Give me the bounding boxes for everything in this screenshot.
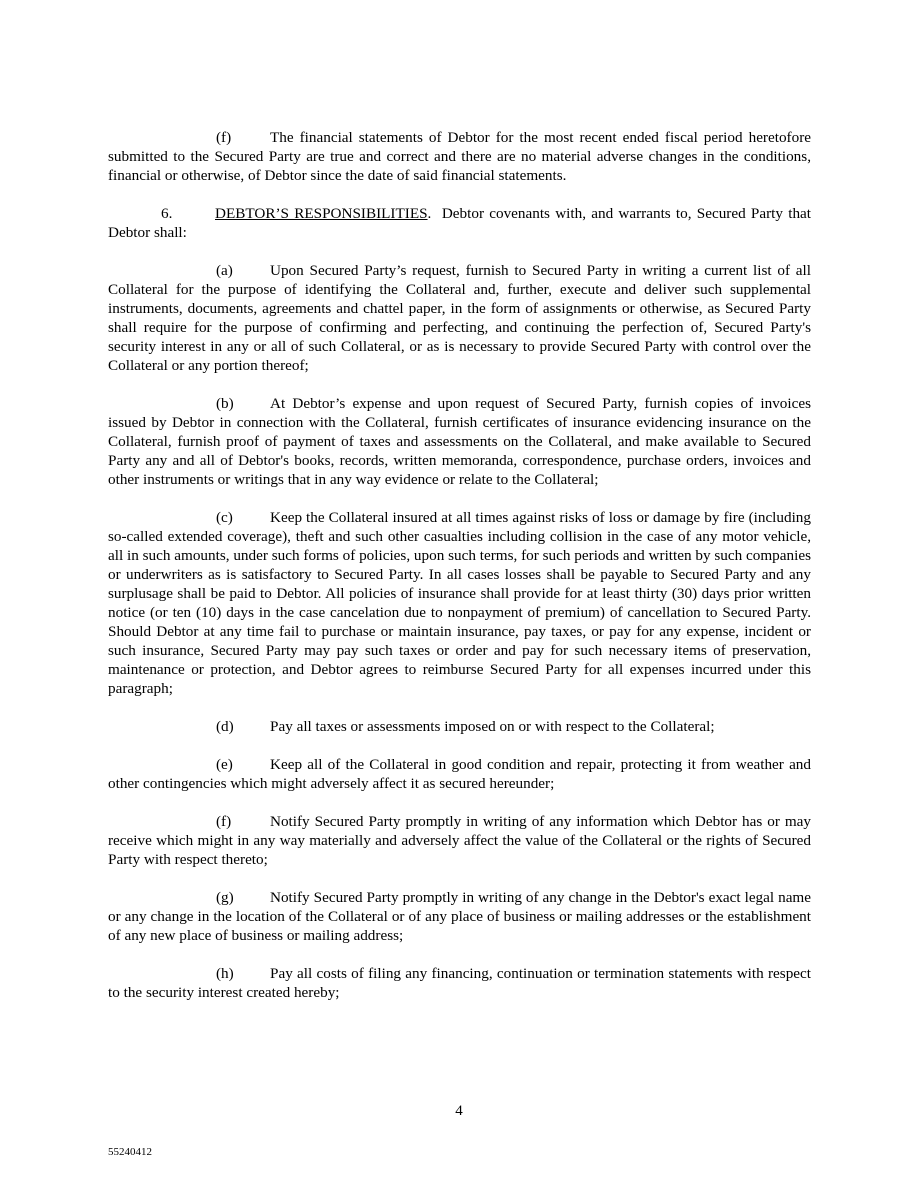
document-id: 55240412 xyxy=(108,1146,152,1158)
paragraph-label: (e) xyxy=(216,756,233,773)
paragraph-label: (a) xyxy=(216,262,233,279)
paragraph-label: (g) xyxy=(216,889,234,906)
paragraph-text: Notify Secured Party promptly in writing of any information which Debtor has or may receive which might in any way materially and adversely affect the value of the Collateral or the rights of Secured Party with respect thereto; xyxy=(108,813,811,868)
paragraph-label: (c) xyxy=(216,509,233,526)
paragraph-text: Keep all of the Collateral in good condition and repair, protecting it from weather and other contingencies which might adversely affect it as secured hereunder; xyxy=(108,756,811,792)
paragraph-text: Pay all costs of filing any financing, continuation or termination statements with respect to the security interest created hereby; xyxy=(108,965,811,1001)
paragraph-text: At Debtor’s expense and upon request of Secured Party, furnish copies of invoices issued by Debtor in connection with the Collateral, furnish certificates of insurance evidencing insurance on the Collateral, furnish proof of payment of taxes and assessments on the Collateral, and make available to Secured Party any and all of Debtor's books, records, written memoranda, correspondence, purchase orders, invoices and other instruments or writings that in any way evidence or relate to the Collateral; xyxy=(108,395,811,488)
paragraph-b xyxy=(108,394,811,489)
section-heading-punct: . xyxy=(427,205,432,222)
paragraph-text: Keep the Collateral insured at all times against risks of loss or damage by fire (including so-called extended coverage), theft and such other casualties including collision in the case of any motor vehicle, all in such amounts, under such forms of policies, upon such terms, for such periods and written by such companies or underwriters as is satisfactory to Secured Party. In all cases losses shall be payable to Secured Party and any surplusage shall be paid to Debtor. All policies of insurance shall provide for at least thirty (30) days prior written notice (or ten (10) days in the case cancelation due to nonpayment of premium) of cancellation to Secured Party. Should Debtor at any time fail to purchase or maintain insurance, pay taxes, or pay for any expense, incident or such insurance, Secured Party may pay such taxes or order and pay for such necessary items of preservation, maintenance or protection, and Debtor agrees to reimburse Secured Party for all expenses incurred under this paragraph; xyxy=(108,509,811,697)
paragraph-h xyxy=(108,964,811,1002)
paragraph-text: Upon Secured Party’s request, furnish to Secured Party in writing a current list of all Collateral for the purpose of identifying the Collateral and, further, execute and deliver such supplemental instruments, documents, agreements and chattel paper, in the form of assignments or otherwise, as Secured Party shall require for the purpose of confirming and perfecting, and continuing the perfection of, Secured Party's security interest in any or all of such Collateral, or as is necessary to provide Secured Party with control over the Collateral or any portion thereof; xyxy=(108,262,811,374)
paragraph-label: (b) xyxy=(216,395,234,412)
paragraph-label: (d) xyxy=(216,718,234,735)
paragraph-label: (h) xyxy=(216,965,234,982)
paragraph-d xyxy=(108,717,811,736)
paragraph-label: (f) xyxy=(216,813,232,830)
paragraph-g xyxy=(108,888,811,945)
page-number: 4 xyxy=(455,1103,463,1119)
section-number: 6. xyxy=(161,205,173,222)
paragraph-text: Notify Secured Party promptly in writing of any change in the Debtor's exact legal name or any change in the location of the Collateral or of any place of business or mailing addresses or the establishment of any new place of business or mailing address; xyxy=(108,889,811,944)
paragraph-text: The financial statements of Debtor for the most recent ended fiscal period heretofore submitted to the Secured Party are true and correct and there are no material adverse changes in the conditions, financial or otherwise, of Debtor since the date of said financial statements. xyxy=(108,129,811,184)
paragraph-f xyxy=(108,812,811,869)
section-6 xyxy=(108,204,811,242)
paragraph-c xyxy=(108,508,811,698)
paragraph-f-financial-statements xyxy=(108,128,811,185)
paragraph-text: Pay all taxes or assessments imposed on or with respect to the Collateral; xyxy=(270,718,715,735)
section-text: Debtor covenants with, and warrants to, Secured Party that Debtor shall: xyxy=(108,205,811,241)
paragraph-label: (f) xyxy=(216,129,232,146)
section-heading: DEBTOR’S RESPONSIBILITIES xyxy=(215,205,428,222)
paragraph-a xyxy=(108,261,811,375)
document-body xyxy=(108,128,811,1021)
paragraph-e xyxy=(108,755,811,793)
